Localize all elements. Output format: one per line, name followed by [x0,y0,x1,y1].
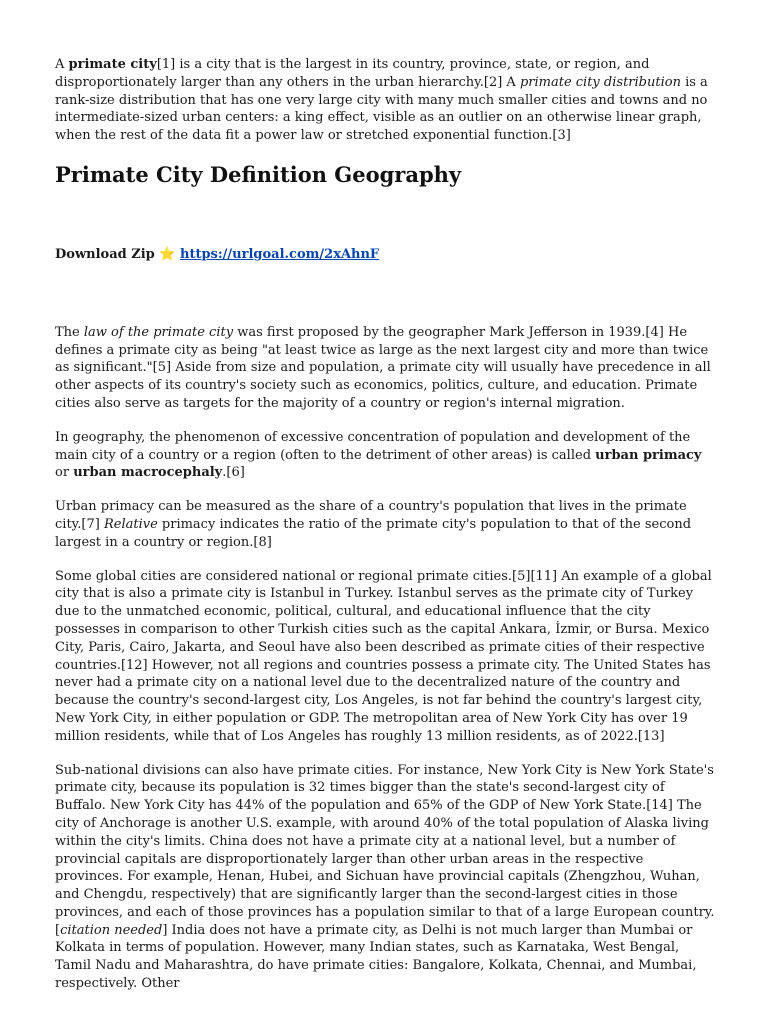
paragraph-measurement [55,498,715,551]
para3-text-c: or [55,465,74,481]
star-icon: ⭐ [159,246,176,262]
para3-text-a: In geography, the phenomenon of excessive concentration of population and development of the main city of a country or a region (often to the detriment of other areas) is called [55,429,691,463]
intro-text-e: is a rank-size distribution that has one very large city with many much smaller cities and towns and no intermediate-sized urban centers: a king effect, visible as an outlier on an otherwise linear graph, when the rest of the data fit a power law or stretched exponential function.[3] [55,74,708,144]
paragraph-geography [55,429,715,482]
spacer [55,264,715,324]
article [55,56,715,1009]
para6-text-a: Sub-national divisions can also have primate cities. For instance, New York City is New York State's primate city, because its population is 32 times bigger than the state's second-largest city of Buffalo. New York City has 44% of the population and 65% of the GDP of New York State.[14] The city of Anchorage is another U.S. example, with around 40% of the total population of Alaska living within the city's limits. China does not have a primate city at a national level, but a number of provincial capitals are disproportionately larger than other urban areas in the respective provinces. For example, Henan, Hubei, and Sichuan have provincial capitals (Zhengzhou, Wuhan, and Chengdu, respectively) that are significantly larger than the second-largest cities in those provinces, and each of those provinces has a population similar to that of a large European country.[ [55,762,715,938]
term-relative: Relative [103,516,158,532]
term-primate-city: primate city [68,57,157,72]
para6-text-c: ] India does not have a primate city, as Delhi is not much larger than Mumbai or Kolkata in terms of population. However, many Indian states, such as Karnataka, West Bengal, Tamil Nadu and Maharashtra, do have primate cities: Bangalore, Kolkata, Chennai, and Mumbai, respectively. Other [55,922,697,992]
paragraph-subnational [55,762,715,993]
para2-text-a: The [55,324,84,340]
term-law-primate-city: law of the primate city [83,324,234,340]
term-urban-macrocephaly: urban macrocephaly [73,465,223,481]
para4-text-a: Urban primacy can be measured as the share of a country's population that lives in the primate city.[7] [55,499,687,532]
term-primate-city-distribution: primate city distribution [519,74,681,90]
intro-text-c: [1] is a city that is the largest in its country, province, state, or region, and disproportionately larger than any others in the urban hierarchy.[2] A [55,57,650,90]
para4-text-c: primacy indicates the ratio of the primate city's population to that of the second largest in a country or region.[8] [55,516,692,550]
download-link[interactable]: https://urlgoal.com/2xAhnF [180,246,380,262]
intro-paragraph [55,56,715,145]
citation-needed: citation needed [60,922,163,938]
download-label: Download Zip [55,246,160,262]
para2-text-c: was first proposed by the geographer Mark Jefferson in 1939.[4] He defines a primate city as being "at least twice as large as the next largest city and more than twice as significant."[5] Aside from size and population, a primate city will usually have precedence in all other aspects of its country's society such as economics, politics, culture, and education. Primate cities also serve as targets for the majority of a country or region's internal migration. [55,324,711,411]
para3-text-e: .[6] [222,465,245,481]
download-line [55,246,715,264]
term-urban-primacy: urban primacy [595,447,702,463]
paragraph-global-cities: Some global cities are considered national or regional primate cities.[5][11] An example of a global city that is also a primate city is Istanbul in Turkey. Istanbul serves as the primate city of Turkey due to the unmatched economic, political, cultural, and educational influence that the city possesses in comparison to other Turkish cities such as the capital Ankara, İzmir, or Bursa. Mexico City, Paris, Cairo, Jakarta, and Seoul have also been described as primate cities of their respective countries.[12] However, not all regions and countries possess a primate city. The United States has never had a primate city on a national level due to the decentralized nature of the country and because the country's second-largest city, Los Angeles, is not far behind the country's largest city, New York City, in either population or GDP. The metropolitan area of New York City has over 19 million residents, while that of Los Angeles has roughly 13 million residents, as of 2022.[13] [55,568,712,744]
paragraph-law [55,324,715,413]
page-title: Primate City Definition Geography [55,161,462,187]
intro-text-a: A [55,57,69,72]
